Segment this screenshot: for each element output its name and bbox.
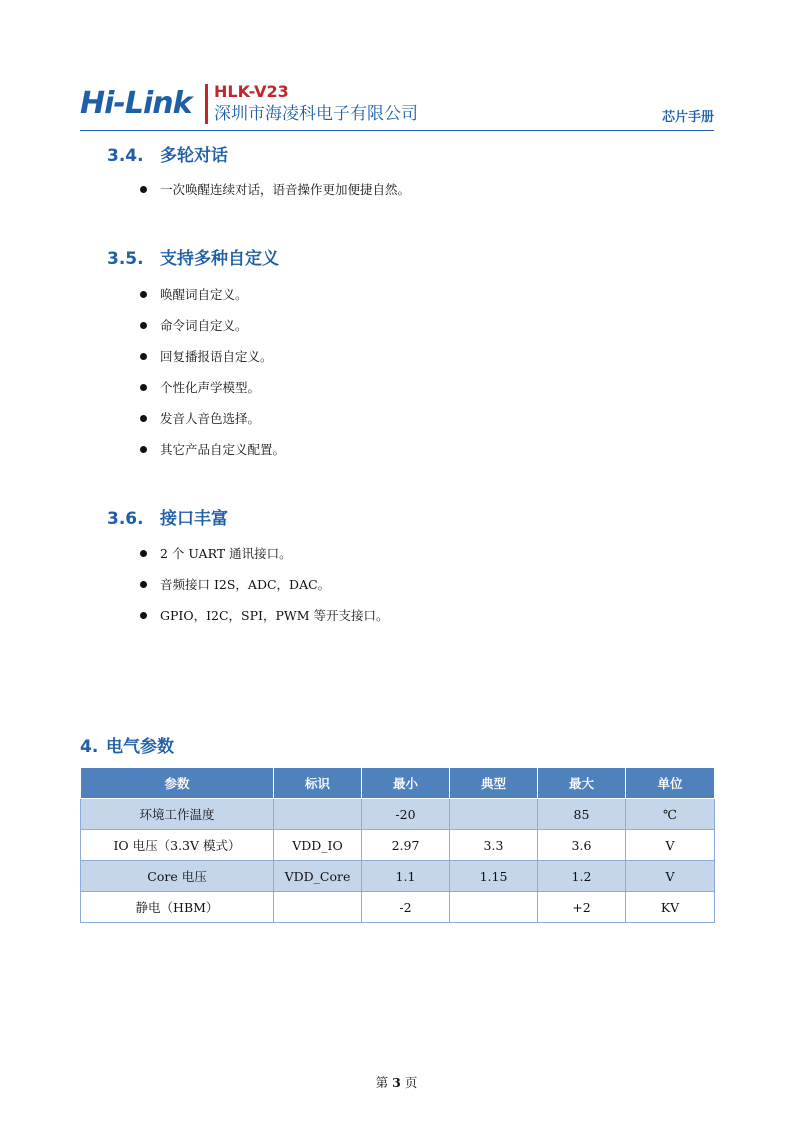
page-header <box>80 82 714 130</box>
table-cell <box>274 892 362 923</box>
list-item: 一次唤醒连续对话，语音操作更加便捷自然。 <box>140 181 410 212</box>
list-item: 音频接口 I2S，ADC，DAC。 <box>140 576 388 607</box>
list-item: 个性化声学模型。 <box>140 379 285 410</box>
column-header: 标识 <box>274 768 362 799</box>
table-cell: ℃ <box>626 799 715 830</box>
column-header: 参数 <box>81 768 274 799</box>
table-cell: 1.1 <box>362 861 450 892</box>
table-row <box>81 861 715 892</box>
section-title: 接口丰富 <box>160 509 228 529</box>
table-cell <box>450 892 538 923</box>
bullet-list-3-5 <box>140 286 285 472</box>
table-cell: Core 电压 <box>81 861 274 892</box>
list-item: 命令词自定义。 <box>140 317 285 348</box>
table-cell: 2.97 <box>362 830 450 861</box>
list-item: 回复播报语自定义。 <box>140 348 285 379</box>
list-item: 2 个 UART 通讯接口。 <box>140 545 388 576</box>
table-cell: VDD_Core <box>274 861 362 892</box>
section-number: 3.6. <box>107 509 144 529</box>
table-cell: 环境工作温度 <box>81 799 274 830</box>
list-item: 其它产品自定义配置。 <box>140 441 285 472</box>
list-item: 发音人音色选择。 <box>140 410 285 441</box>
table-cell: 静电（HBM） <box>81 892 274 923</box>
section-heading-3-4 <box>107 145 228 167</box>
electrical-parameters-table <box>80 767 715 923</box>
table-header-row <box>81 768 715 799</box>
table-row <box>81 892 715 923</box>
column-header: 单位 <box>626 768 715 799</box>
bullet-list-3-4 <box>140 181 410 212</box>
table-cell: 3.6 <box>538 830 626 861</box>
table-cell: +2 <box>538 892 626 923</box>
table-cell: -2 <box>362 892 450 923</box>
table-cell: VDD_IO <box>274 830 362 861</box>
page-prefix: 第 <box>375 1075 389 1090</box>
page-footer <box>0 1073 793 1091</box>
column-header: 最大 <box>538 768 626 799</box>
table-cell: V <box>626 830 715 861</box>
column-header: 典型 <box>450 768 538 799</box>
list-item: GPIO，I2C，SPI，PWM 等开支接口。 <box>140 607 388 638</box>
logo-divider <box>205 84 208 124</box>
chapter-heading-4 <box>80 736 174 758</box>
chapter-title: 电气参数 <box>106 737 174 757</box>
document-type: 芯片手册 <box>661 110 714 125</box>
section-title: 多轮对话 <box>160 146 228 166</box>
company-name: 深圳市海凌科电子有限公司 <box>214 104 418 124</box>
table-cell: 1.2 <box>538 861 626 892</box>
table-cell <box>450 799 538 830</box>
page-number: 3 <box>392 1075 401 1090</box>
section-number: 3.4. <box>107 146 144 166</box>
chapter-number: 4. <box>80 737 99 757</box>
section-title: 支持多种自定义 <box>160 249 279 269</box>
bullet-list-3-6 <box>140 545 388 638</box>
table-cell: -20 <box>362 799 450 830</box>
section-heading-3-5 <box>107 248 279 270</box>
table-cell: 85 <box>538 799 626 830</box>
hi-link-logo: Hi-Link <box>80 86 192 121</box>
table-cell: 3.3 <box>450 830 538 861</box>
header-rule <box>80 130 714 131</box>
list-item: 唤醒词自定义。 <box>140 286 285 317</box>
section-heading-3-6 <box>107 508 228 530</box>
product-name: HLK-V23 <box>214 82 289 101</box>
table-row <box>81 830 715 861</box>
section-number: 3.5. <box>107 249 144 269</box>
table-cell: IO 电压（3.3V 模式） <box>81 830 274 861</box>
page-suffix: 页 <box>404 1075 418 1090</box>
table-row <box>81 799 715 830</box>
table-cell: 1.15 <box>450 861 538 892</box>
table-cell <box>274 799 362 830</box>
table-cell: KV <box>626 892 715 923</box>
table-cell: V <box>626 861 715 892</box>
column-header: 最小 <box>362 768 450 799</box>
